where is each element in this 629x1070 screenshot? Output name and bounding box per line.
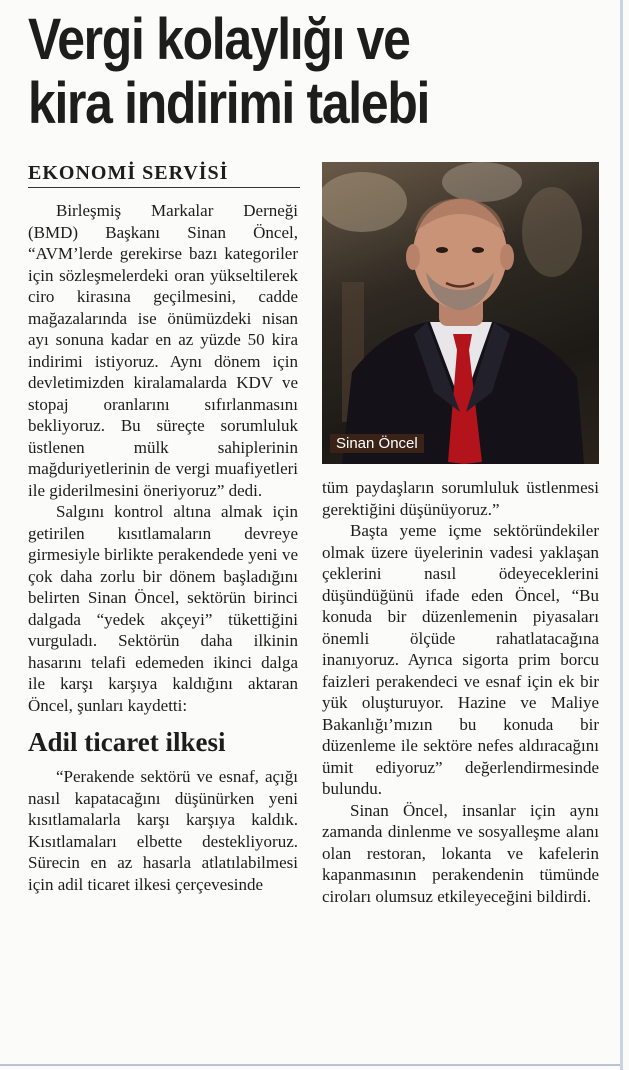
headline	[28, 8, 535, 136]
portrait-photo	[322, 162, 599, 464]
subheading: Adil ticaret ilkesi	[28, 727, 226, 757]
byline: EKONOMİ SERVİSİ	[28, 162, 300, 188]
bottom-rule	[0, 1064, 620, 1066]
body-paragraph: “Perakende sektörü ve esnaf, açığı nasıl kapatacağını düşünürken yeni kısıtlamalarla karşı karşıya kaldık. Kısıtlamaları elbette destekliyoruz. Sürecin en az hasarla atlatılabilmesi için adil ticaret ilkesi çerçevesinde	[28, 767, 298, 894]
right-column	[322, 477, 599, 907]
body-paragraph: Sinan Öncel, insanlar için aynı zamanda dinlenme ve sosyalleşme alanı olan restoran, lokanta ve kafelerin kapanmasının perakendenin tümünde ciroları olumsuz etkileyeceğini bildirdi.	[322, 800, 599, 906]
body-paragraph: Salgını kontrol altına almak için getirilen kısıtlamaların devreye girmesiyle birlikte perakendede yeni ve çok daha zorlu bir dönem başladığını belirten Sinan Öncel, sektörün birinci dalgada “yedek akçeyi” tükettiğini vurguladı. Sektörün daha ilkinin hasarını telafi edemeden ikinci dalga ile karşı karşıya kaldığını aktaran Öncel, şunları kaydetti:	[28, 502, 298, 715]
headline-line-1: Vergi kolaylığı ve	[28, 7, 410, 72]
photo-caption: Sinan Öncel	[330, 434, 424, 453]
body-paragraph: Birleşmiş Markalar Derneği (BMD) Başkanı Sinan Öncel, “AVM’lerde gerekirse bazı kategoriler için sözleşmelerdeki oran yükseltilerek ciro kirasına geçilmesini, cadde mağazalarında ise önümüzdeki nisan ayı sonuna kadar en az yüzde 50 kira indirimi istiyoruz. Aynı dönem için devletimizden kiralamalarda KDV ve stopaj oranlarını sıfırlanmasını bekliyoruz. Bu süreçte sorumluluk üstlenen mülk sahiplerinin mağduriyetlerinin de vergi muafiyetleri ile giderilmesini öneriyoruz” dedi.	[28, 201, 298, 500]
page-edge-rule	[620, 0, 623, 1070]
body-paragraph: Başta yeme içme sektöründekiler olmak üzere üyelerinin vadesi yaklaşan çeklerini nasıl ödeyeceklerini düşündüğünü ifade eden Öncel, “Bu konuda bir düzenlemenin piyasaları önemli ölçüde rahatlatacağına inanıyoruz. Ayrıca sigorta prim borcu faizleri perakendeci ve esnaf için ek bir yük oluşturuyor. Hazine ve Maliye Bakanlığı’mızın bu konuda bir düzenleme ile sektöre nefes aldıracağını ümit ediyoruz” değerlendirmesinde bulundu.	[322, 521, 599, 798]
portrait-illustration	[322, 162, 599, 464]
left-column	[28, 200, 298, 895]
body-paragraph-continuation: tüm paydaşların sorumluluk üstlenmesi gerektiğini düşünüyoruz.”	[322, 478, 599, 519]
headline-line-2: kira indirimi talebi	[28, 71, 430, 136]
